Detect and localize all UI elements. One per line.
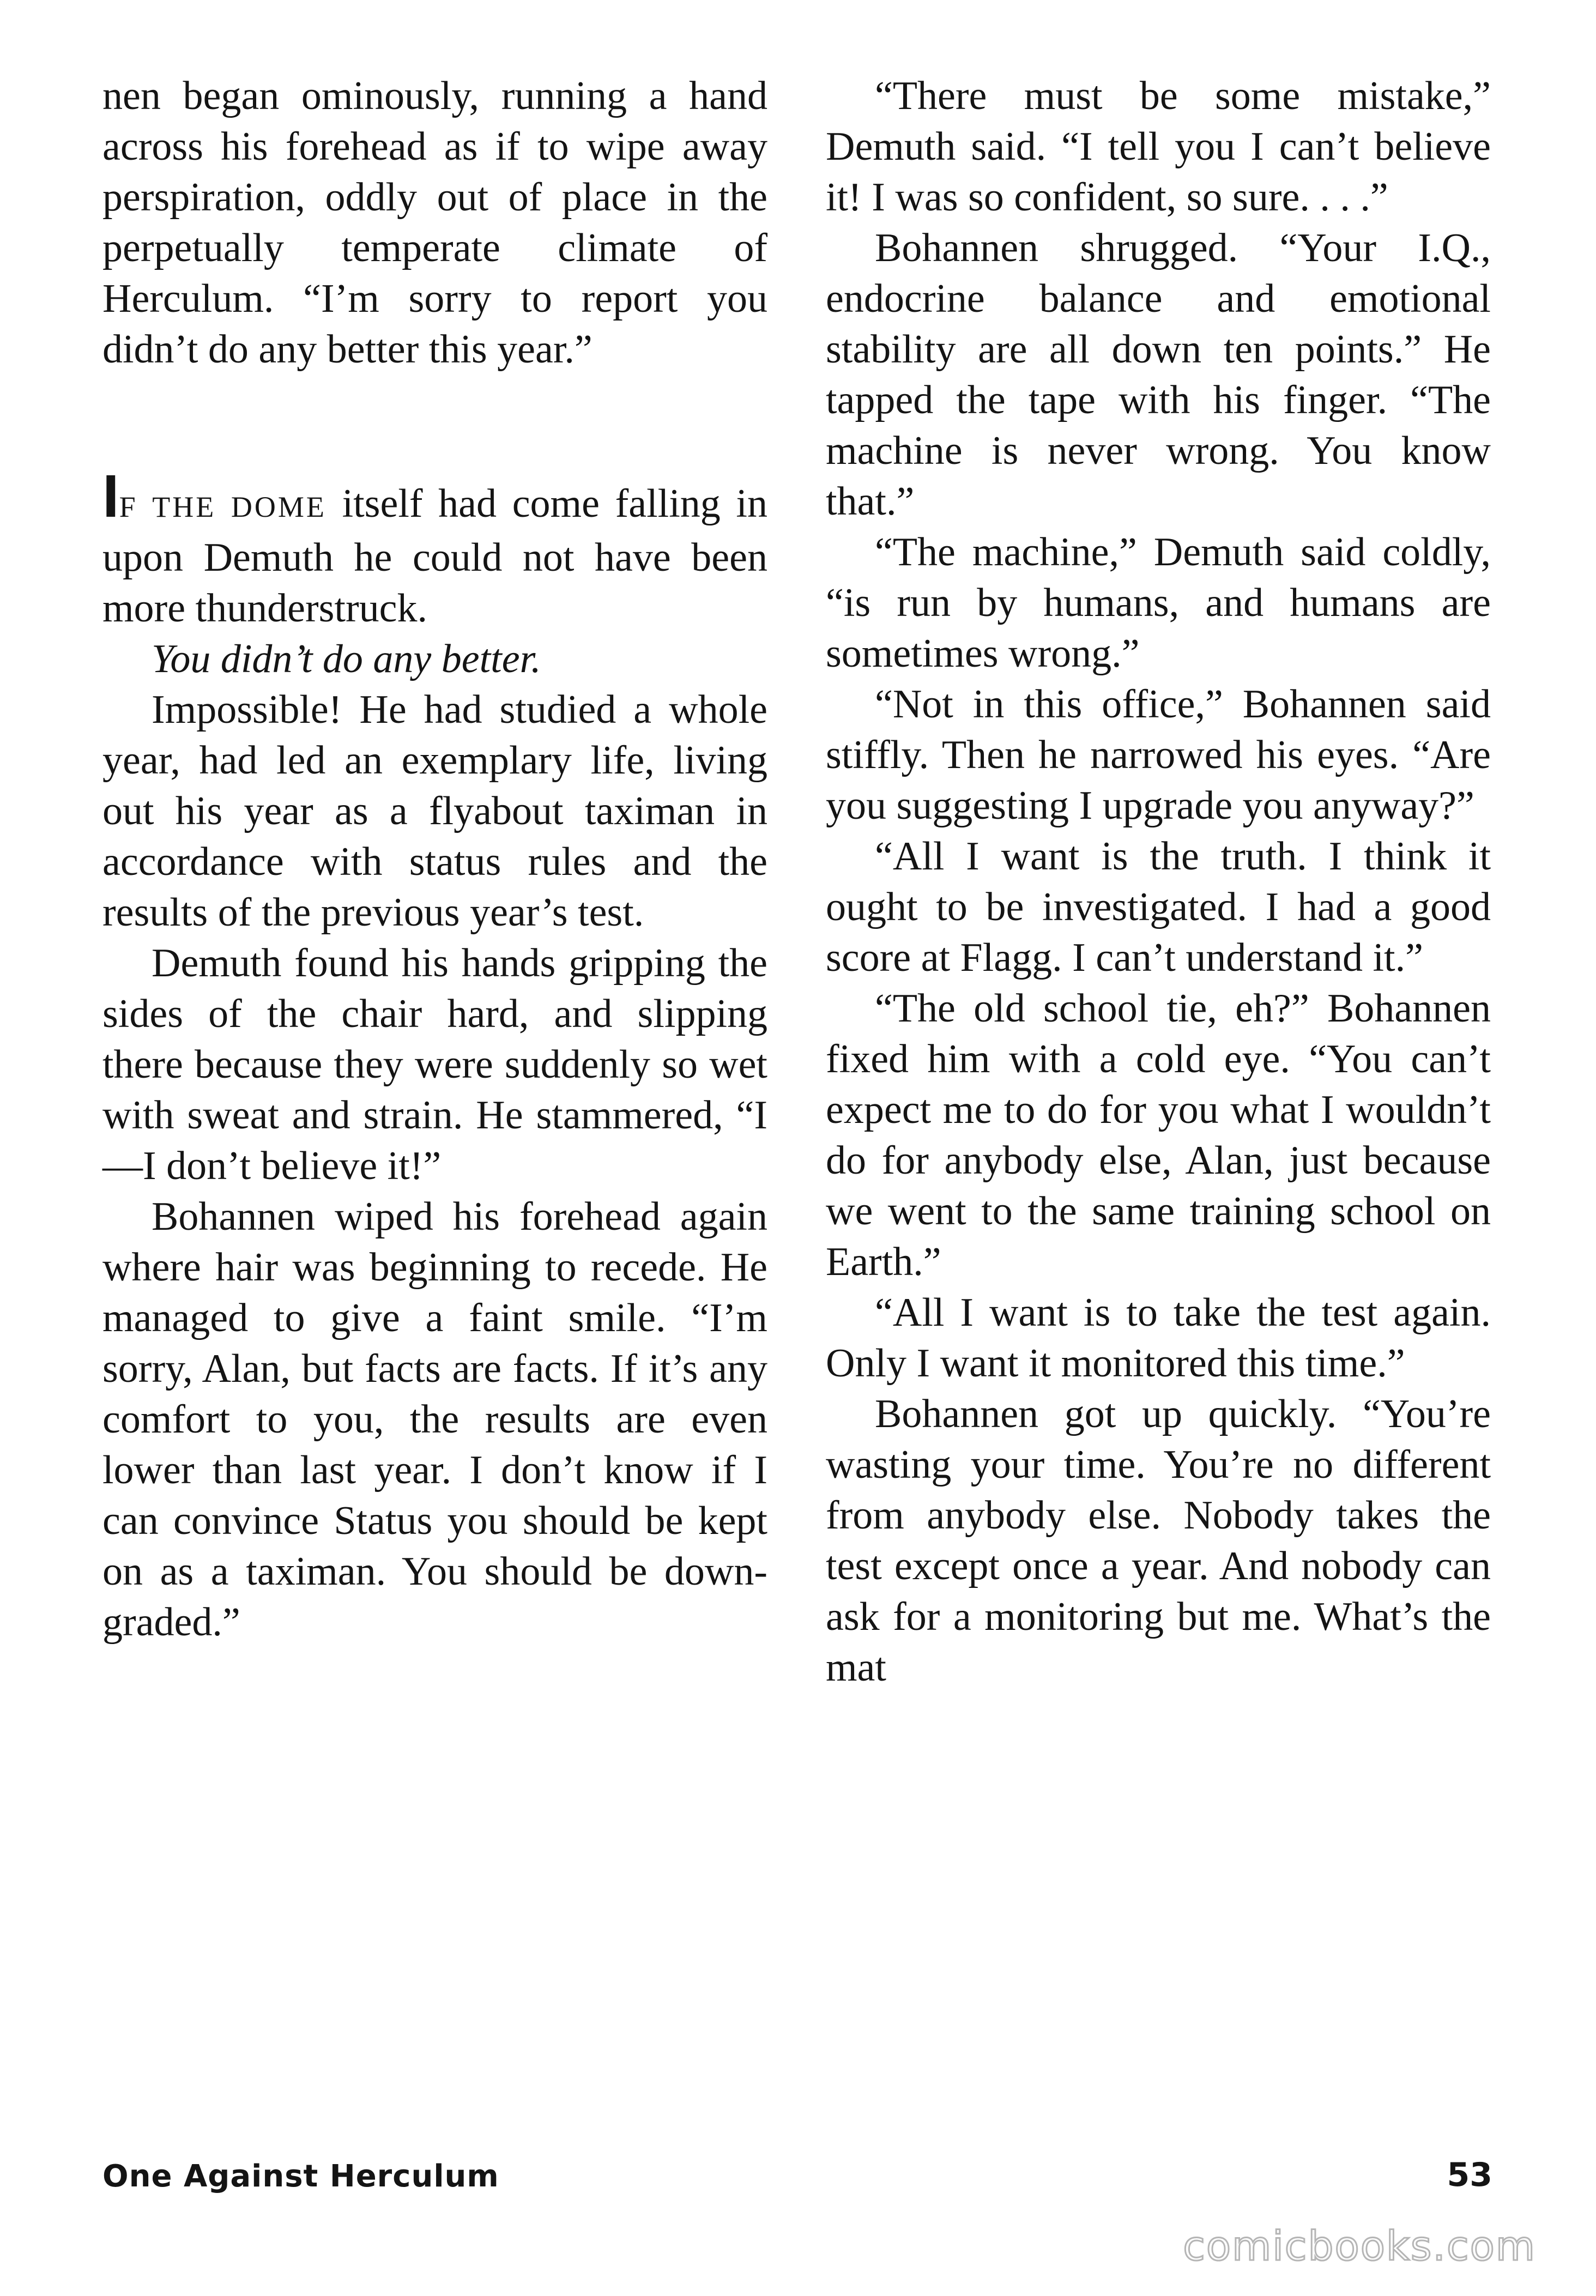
paragraph: “The machine,” Demuth said coldly, “is run by humans, and humans are sometimes wrong.” bbox=[826, 530, 1491, 676]
paragraph: “Not in this office,” Bohannen said stiffly. Then he narrowed his eyes. “Are you suggesting I upgrade you anyway?” bbox=[826, 682, 1491, 828]
paragraph: “There must be some mistake,” Demuth said. “I tell you I can’t believe it! I was so confident, so sure. . . .” bbox=[826, 74, 1491, 220]
opening-text: itself had come falling in upon Demuth he could not have been more thunderstruck. bbox=[102, 481, 767, 631]
right-text-column bbox=[826, 71, 1491, 1693]
paragraph: Impossible! He had studied a whole year, had led an exemplary life, living out his year as a flyabout taximan in accordance with status rules and the results of the previous year’s test. bbox=[102, 687, 767, 935]
page-number: 53 bbox=[1447, 2156, 1492, 2194]
paragraph: Bohannen wiped his forehead again where hair was beginning to recede. He managed to give a faint smile. “I’m sorry, Alan, but facts are facts. If it’s any comfort to you, the results are even lower than last year. I don’t know if I can convince Status you should be kept on as a taximan. You should be downgraded.” bbox=[102, 1194, 767, 1645]
paragraph: “All I want is to take the test again. Only I want it monitored this time.” bbox=[826, 1290, 1491, 1386]
left-text-column bbox=[102, 71, 767, 1648]
paragraph: “The old school tie, eh?” Bohannen fixed him with a cold eye. “You can’t expect me to do for you what I wouldn’t do for anybody else, Alan, just because we went to the same training school on Earth.” bbox=[826, 986, 1491, 1284]
section-break bbox=[102, 375, 767, 476]
paragraph: Bohannen shrugged. “Your I.Q., endocrine balance and emotional stability are all down ten points.” He tapped the tape with his finger. “The machine is never wrong. You know that.” bbox=[826, 226, 1491, 524]
running-footer-title: One Against Herculum bbox=[102, 2159, 499, 2194]
paragraph-section-opening bbox=[102, 463, 767, 634]
paragraph-italic-thought: You didn’t do any better. bbox=[152, 637, 541, 681]
small-caps-lead-in: F THE DOME bbox=[119, 491, 327, 523]
drop-cap-letter: I bbox=[102, 463, 119, 530]
watermark: comicbooks.com bbox=[1183, 2223, 1536, 2270]
paragraph: Demuth found his hands gripping the sides of the chair hard, and slipping there because they were suddenly so wet with sweat and strain. He stammered, “I—I don’t believe it!” bbox=[102, 941, 767, 1188]
paragraph: “All I want is the truth. I think it ought to be investigated. I had a good score at Flagg. I can’t understand it.” bbox=[826, 834, 1491, 980]
paragraph: Bohannen got up quickly. “You’re wasting your time. You’re no different from anybody else. Nobody takes the test except once a year. And nobody can ask for a monitoring but me. What’s the mat bbox=[826, 1392, 1491, 1690]
paragraph-continuation: nen began ominously, running a hand across his forehead as if to wipe away perspiration, oddly out of place in the perpetually temperate climate of Herculum. “I’m sorry to report you didn’t do any better this year.” bbox=[102, 74, 767, 372]
